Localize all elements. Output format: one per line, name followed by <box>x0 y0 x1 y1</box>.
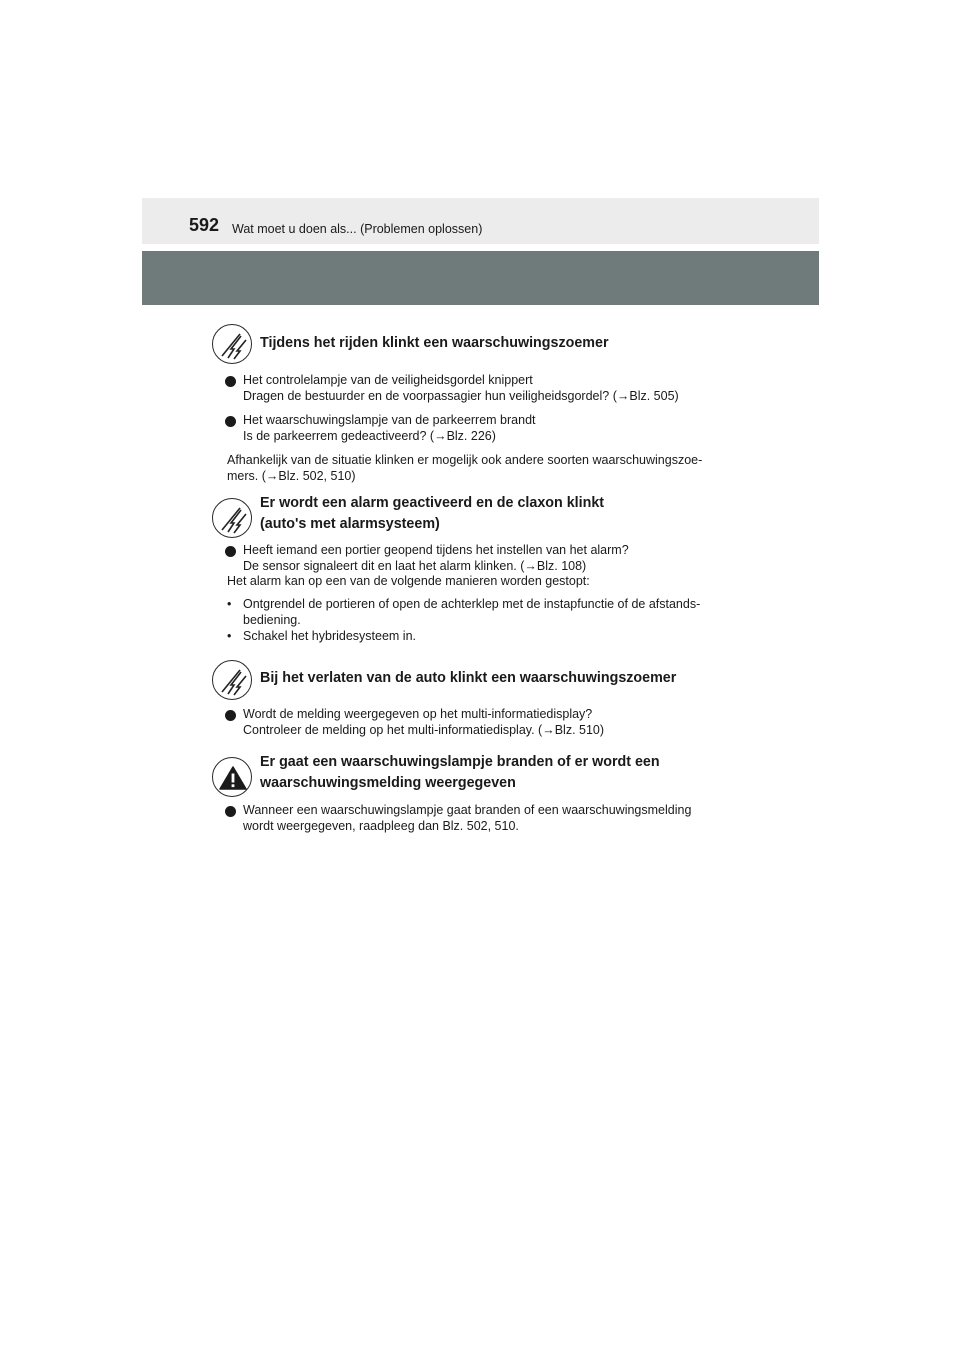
section-note: Afhankelijk van de situatie klinken er mogelijk ook andere soorten waarschuwingszoe- mers. (→Blz. 502, 510) <box>227 453 703 483</box>
chapter-band <box>142 251 819 305</box>
bullet-marker <box>225 376 236 387</box>
sub-item-text: Schakel het hybridesysteem in. <box>243 629 417 643</box>
chapter-title: Wat moet u doen als... (Problemen oplossen) <box>232 222 483 236</box>
bullet-text: Wordt de melding weergegeven op het multi-informatiedisplay? Controleer de melding op het multi-informatiedisplay. (→Blz. 510) <box>243 707 605 737</box>
section-note: Het alarm kan op een van de volgende manieren worden gestopt: <box>227 574 590 588</box>
bullet-text: Het controlelampje van de veiligheidsgordel knippert Dragen de bestuurder en de voorpassagier hun veiligheidsgordel? (→Blz. 505) <box>243 373 679 403</box>
bullet-text: Wanneer een waarschuwingslampje gaat branden of een waarschuwingsmelding wordt weergegeven, raadpleeg dan Blz. 502, 510. <box>243 803 744 834</box>
page-number: 592 <box>189 215 220 235</box>
sound-warning-icon <box>212 498 252 538</box>
bullet-marker <box>225 806 236 817</box>
section-title: Tijdens het rijden klinkt een waarschuwingszoemer <box>260 335 609 351</box>
bullet-marker <box>225 416 236 427</box>
warning-triangle-icon <box>212 757 252 797</box>
sound-warning-icon <box>212 324 252 364</box>
sound-warning-icon <box>212 660 252 700</box>
bullet-text: Heeft iemand een portier geopend tijdens het instellen van het alarm? De sensor signaleert dit en laat het alarm klinken. (→Blz. 108) <box>243 543 629 573</box>
section-title: Bij het verlaten van de auto klinkt een waarschuwingszoemer <box>260 670 677 686</box>
section-title: Er wordt een alarm geactiveerd en de claxon klinkt (auto's met alarmsysteem) <box>260 495 605 532</box>
bullet-text-line: Wanneer een waarschuwingslampje gaat branden of een waarschuwingsmelding <box>243 803 692 817</box>
bullet-text: Het waarschuwingslampje van de parkeerrem brandt Is de parkeerrem gedeactiveerd? (→Blz. 226) <box>243 413 536 443</box>
bullet-marker <box>225 546 236 557</box>
section-title: Er gaat een waarschuwingslampje branden of er wordt een waarschuwingsmelding weergegeven <box>260 754 660 791</box>
sub-item-text: Ontgrendel de portieren of open de achterklep met de instapfunctie of de afstands- bediening. <box>243 597 701 627</box>
page-header <box>142 198 819 244</box>
sub-item-marker: • <box>227 629 232 643</box>
bullet-marker <box>225 710 236 721</box>
sub-item-marker: • <box>227 597 232 611</box>
